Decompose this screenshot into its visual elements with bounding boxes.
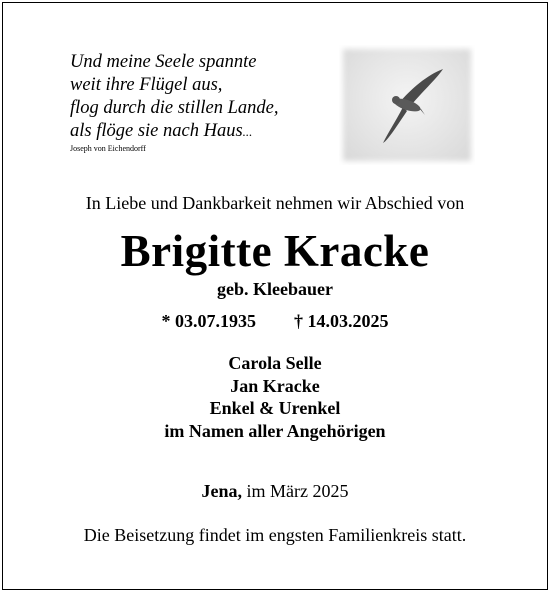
- poem-line: flog durch die stillen Lande,: [70, 98, 279, 118]
- deceased-name: Brigitte Kracke: [120, 226, 430, 276]
- poem-line: Und meine Seele spannte: [70, 52, 257, 72]
- burial-note: Die Beisetzung findet im engsten Familienkreis statt.: [83, 525, 467, 545]
- mourner-line: im Namen aller Angehörigen: [164, 420, 386, 441]
- poem-author: Joseph von Eichendorff: [70, 144, 146, 153]
- maiden-name: geb. Kleebauer: [217, 279, 333, 299]
- poem-block: [70, 51, 278, 154]
- place-date: im März 2025: [246, 481, 349, 501]
- poem-line: weit ihre Flügel aus,: [70, 75, 223, 95]
- seagull-icon: [339, 45, 475, 165]
- mourner-line: Carola Selle: [228, 353, 322, 373]
- mourners-list: [3, 352, 547, 442]
- poem-line: [70, 120, 278, 143]
- seagull-photo: [339, 45, 475, 165]
- mourner-line: Jan Kracke: [230, 375, 320, 396]
- poem-line-text: als flöge sie nach Haus: [70, 121, 243, 141]
- intro-text: In Liebe und Dankbarkeit nehmen wir Abschied von: [85, 193, 465, 213]
- place-city: Jena,: [201, 481, 242, 501]
- place-and-date: [3, 481, 547, 502]
- death-date: † 14.03.2025: [294, 311, 389, 331]
- mourner-line: Enkel & Urenkel: [209, 398, 341, 418]
- obituary-card: [2, 2, 548, 590]
- birth-date: * 03.07.1935: [161, 311, 256, 331]
- poem-ellipsis: ...: [242, 124, 253, 139]
- life-dates: [3, 311, 547, 332]
